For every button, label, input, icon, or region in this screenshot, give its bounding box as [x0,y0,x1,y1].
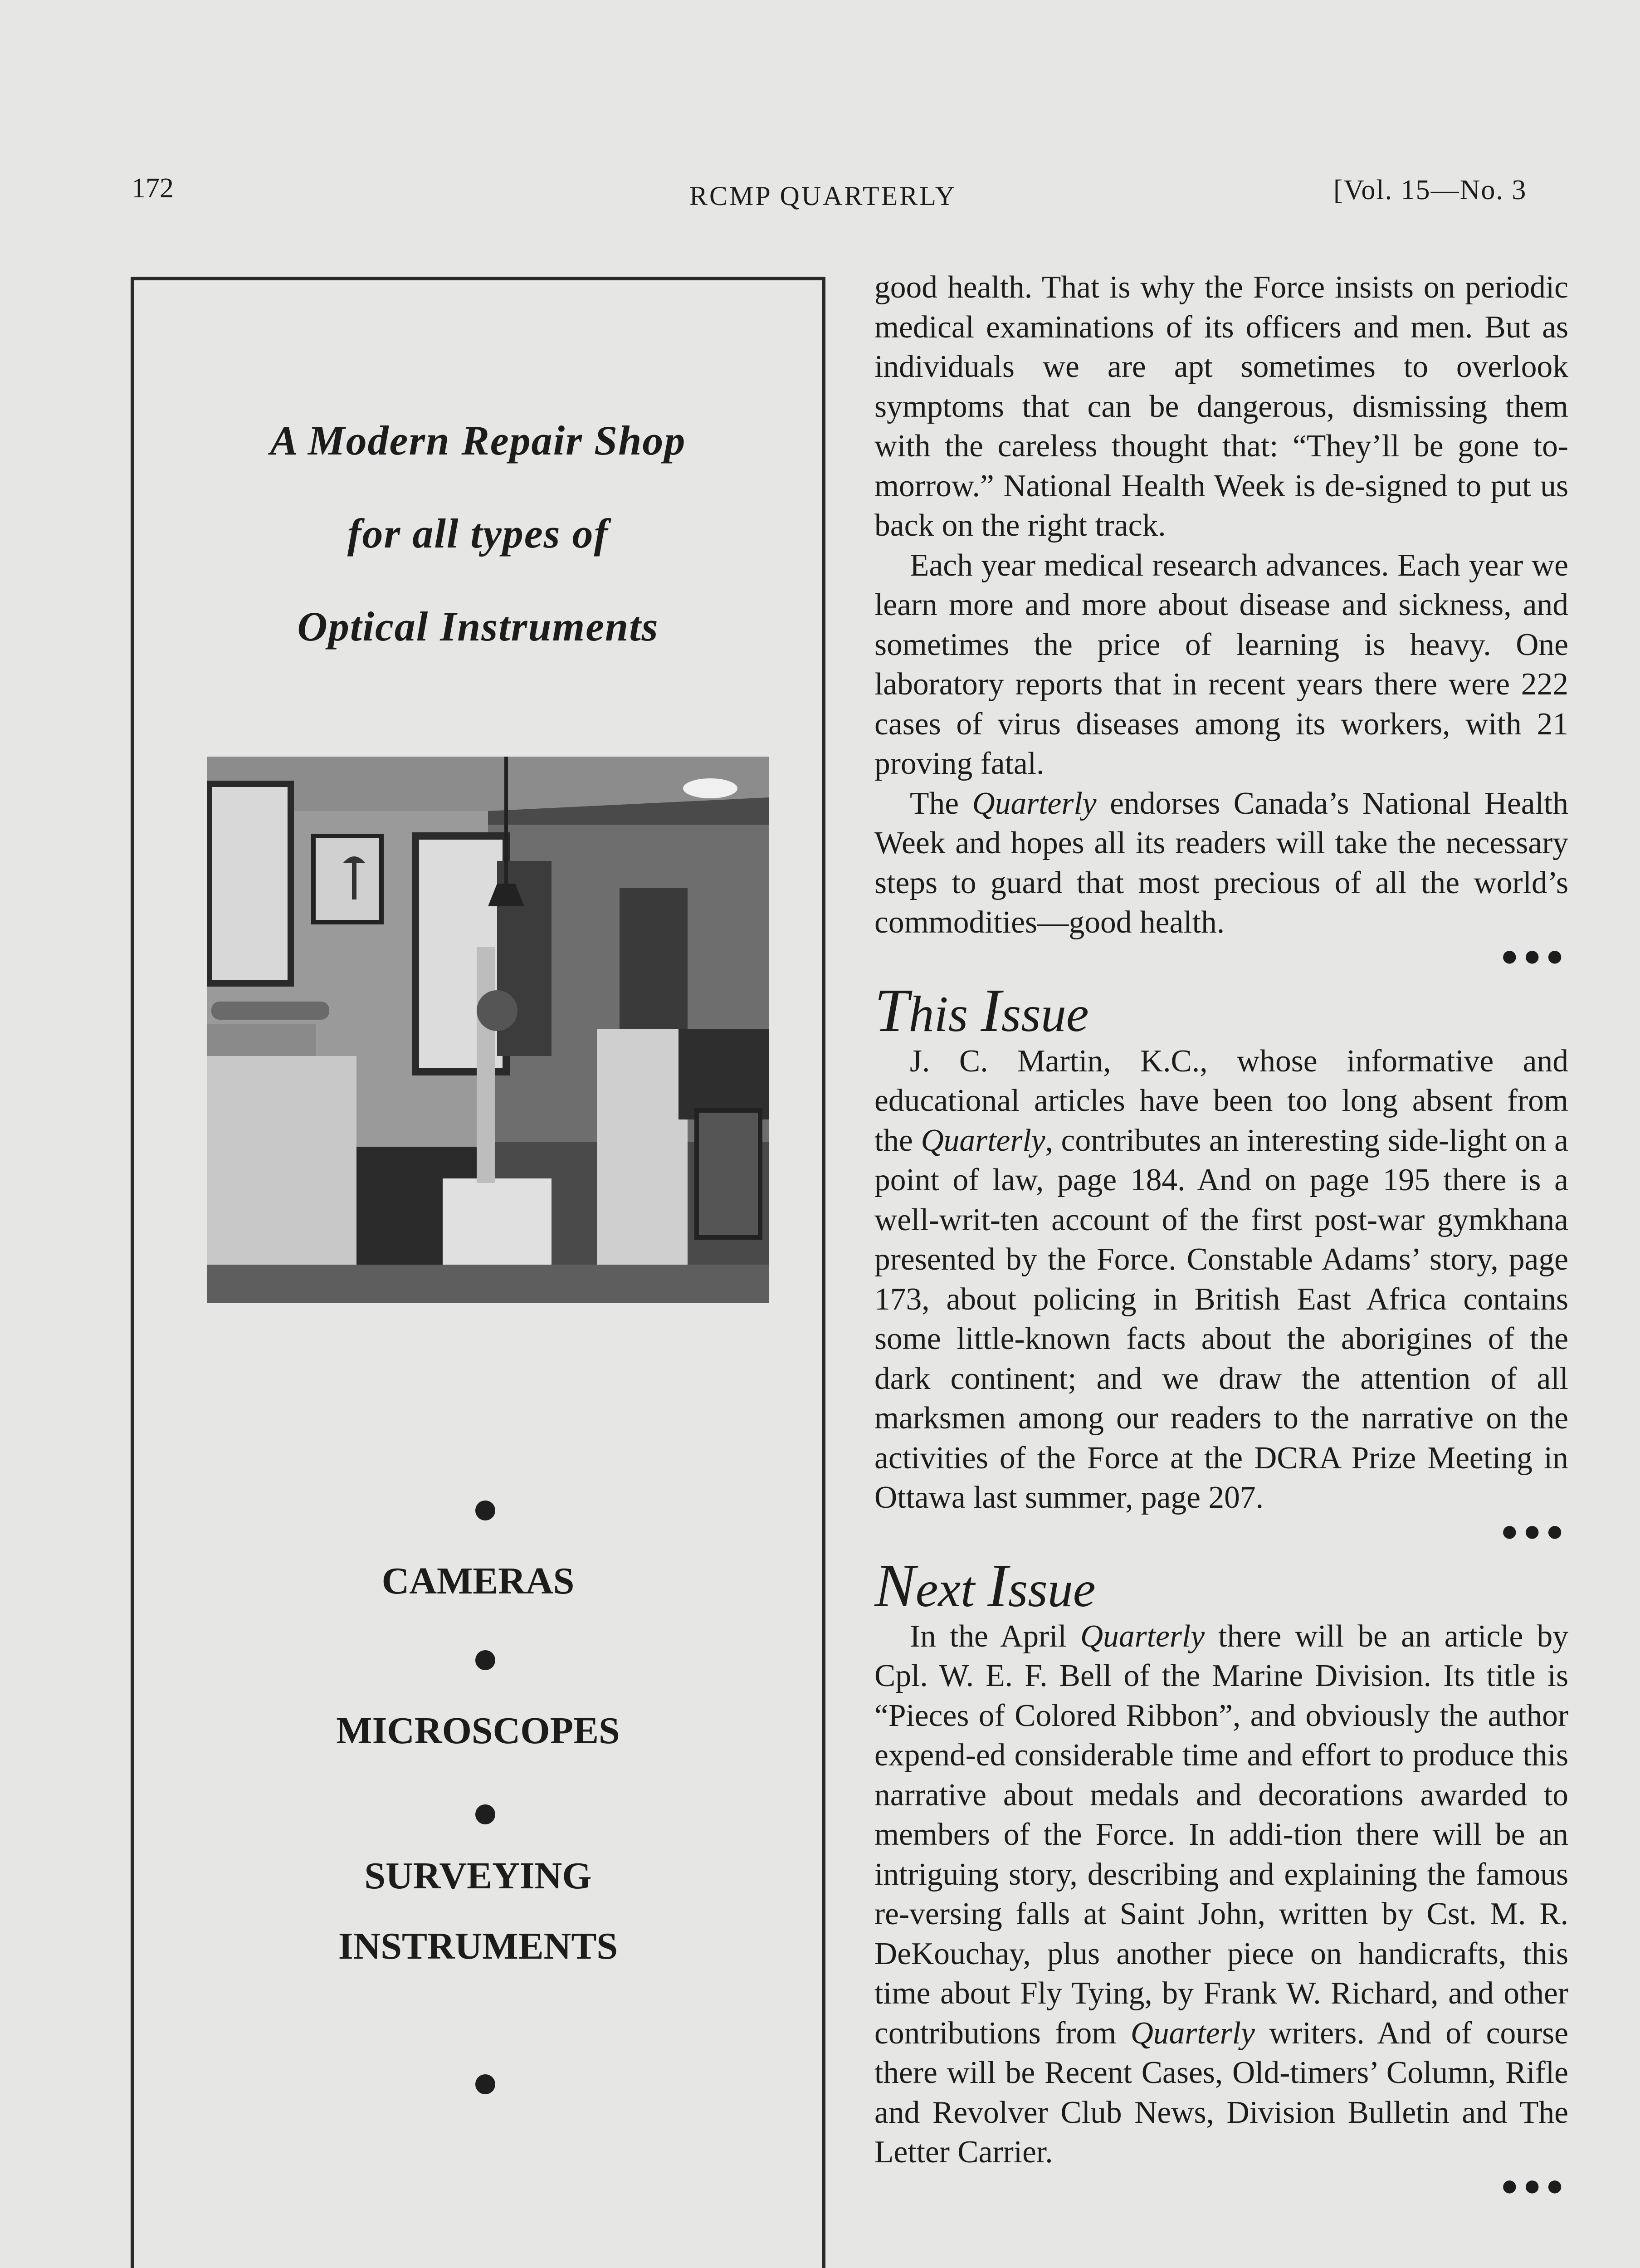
ad-headline-line-2: for all types of [347,510,609,557]
running-header [0,172,1640,213]
volume-info: [Vol. 15—No. 3 [1333,175,1527,205]
article-column [874,268,1568,2200]
bullet-icon [475,1501,495,1520]
ad-item-cameras: CAMERAS [381,1560,575,1602]
ad-item-instruments: INSTRUMENTS [338,1925,618,1967]
this-issue-paragraph: J. C. Martin, K.C., whose informative and educational articles have been too long absent from the Quarterly, contributes an interesting side-light on a point of law, page 184. And on page 195 there is a well-writ-ten account of the first post-war gymkhana presented by the Force. Constable Adams’ story, page 173, about policing in British East Africa contains some little-known facts about the aborigines of the dark continent; and we draw the attention of all marksmen among our readers to the narrative on the activities of the Force at the DCRA Prize Meeting in Ottawa last summer, page 207. [874,1043,1568,1515]
ad-item-surveying: SURVEYING [364,1855,592,1897]
end-mark: ●●● [1500,2169,1568,2202]
ad-headline-line-3: Optical Instruments [297,603,659,650]
bullet-icon [475,1650,495,1670]
end-mark: ●●● [1500,939,1568,973]
article-paragraph-3: The Quarterly endorses Canada’s National Health Week and hopes all its readers will take the necessary steps to guard that most precious of all the world’s commodities—good health. [874,786,1568,940]
journal-title: RCMP QUARTERLY [689,181,957,211]
ad-headline-line-1: A Modern Repair Shop [270,417,686,464]
next-issue-paragraph: In the April Quarterly there will be an article by Cpl. W. E. F. Bell of the Marine Division. Its title is “Pieces of Colored Ribbon”, and obviously the author expend-ed considerable time and effort to produce this narrative about medals and decorations awarded to members of the Force. In addi-tion there will be an intriguing story, describing and explaining the famous re-versing falls at Saint John, written by Cst. M. R. DeKouchay, plus another piece on handicrafts, this time about Fly Tying, by Frank W. Richard, and other contributions from Quarterly writers. And of course there will be Recent Cases, Old-timers’ Column, Rifle and Revolver Club News, Division Bulletin and The Letter Carrier. [874,1618,1568,2170]
optical-repair-shop-photo [207,757,769,1303]
end-mark: ●●● [1500,1514,1568,1548]
bullet-icon [475,2074,495,2094]
article-paragraph-1: good health. That is why the Force insists on periodic medical examinations of its officers and men. But as individuals we are apt sometimes to overlook symptoms that can be dangerous, dismissing them with the careless thought that: “They’ll be gone to-morrow.” National Health Week is de-signed to put us back on the right track. [874,270,1568,543]
photo-illustration [207,757,769,1303]
this-issue-heading: This Issue [874,976,1089,1045]
bullet-icon [475,1804,495,1824]
page-number: 172 [132,173,174,204]
ad-item-microscopes: MICROSCOPES [336,1710,620,1752]
next-issue-heading: Next Issue [874,1551,1096,1620]
article-paragraph-2: Each year medical research advances. Each year we learn more and more about disease and sickness, and sometimes the price of learning is heavy. One laboratory reports that in recent years there were 222 cases of virus diseases among its workers, with 21 proving fatal. [874,547,1568,781]
advertisement-box [131,277,825,2268]
